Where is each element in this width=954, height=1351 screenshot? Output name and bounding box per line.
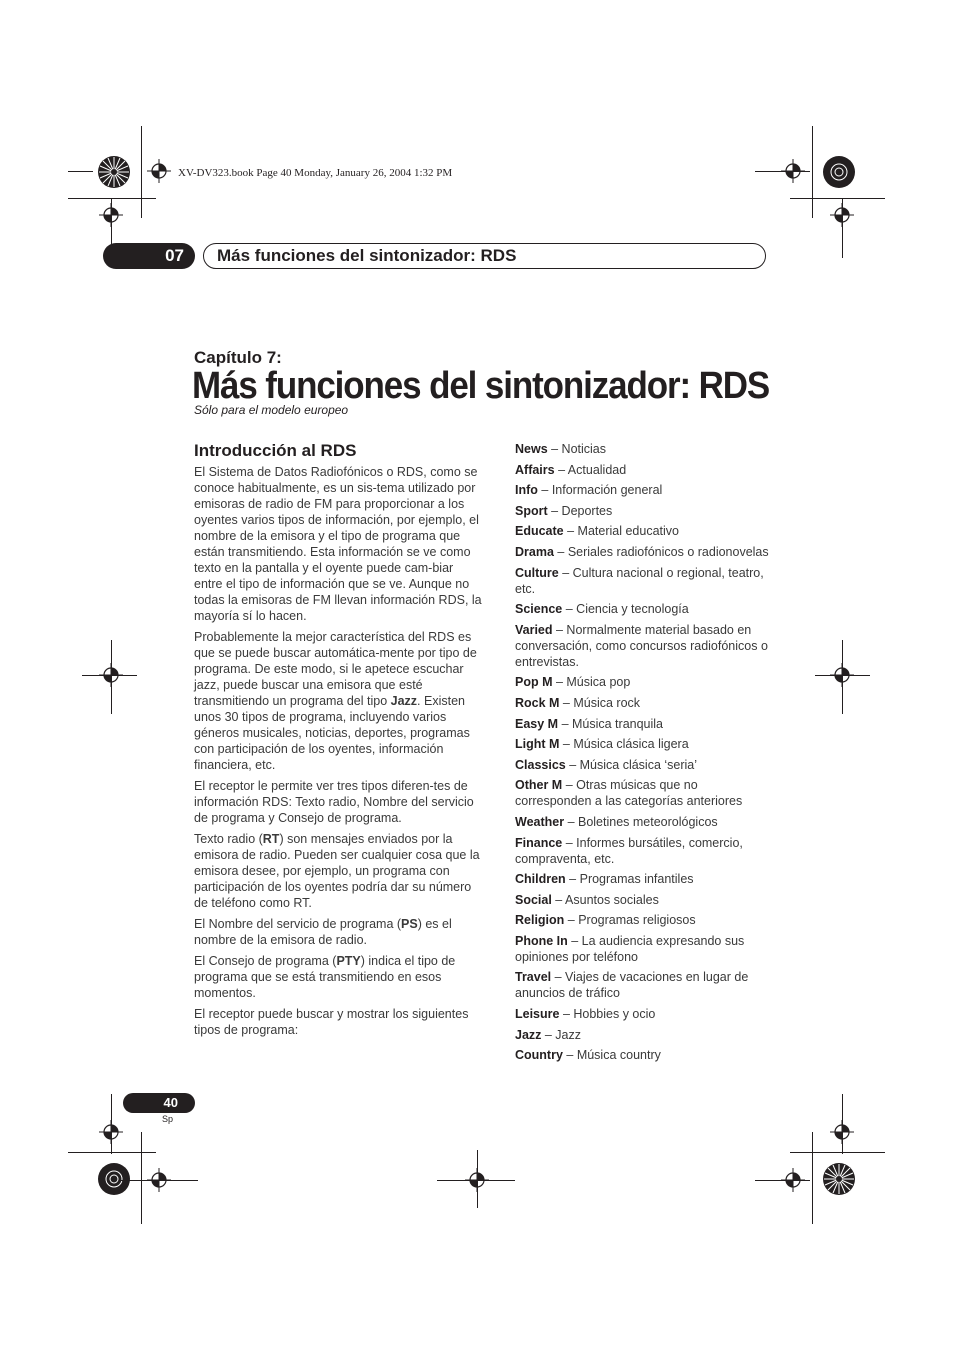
program-type-description: – La audiencia expresando sus opiniones por teléfono xyxy=(515,933,745,964)
paragraph-text: Probablemente la mejor característica del RDS es que se puede buscar automática-mente por tipo de programa. De este modo, si le apetece escuchar jazz, puede buscar una emisora que esté transmitiendo un programa del tipo xyxy=(194,630,477,708)
program-type-description: – Información general xyxy=(537,483,663,498)
bold-term: PS xyxy=(401,917,418,931)
starburst-mark-icon xyxy=(822,1162,856,1196)
program-type-list xyxy=(515,441,775,1068)
program-type-item xyxy=(515,892,775,908)
chapter-number-badge: 07 xyxy=(103,243,195,269)
program-type-name: Sport xyxy=(515,503,548,518)
program-type-item xyxy=(515,695,775,711)
program-type-name: Children xyxy=(515,872,566,887)
paragraph-text: El Nombre del servicio de programa ( xyxy=(194,917,402,931)
chapter-label: Capítulo 7: xyxy=(194,348,282,367)
crosshair-mark-icon xyxy=(830,1120,854,1144)
program-type-item xyxy=(515,462,775,478)
program-type-name: Science xyxy=(515,602,563,617)
paragraph-text: ) son mensajes enviados por la emisora de radio. Pueden ser cualquier cosa que la emisora desee, por ejemplo, un programa con participación de los oyentes podría dar su número de teléfono como RT. xyxy=(194,832,480,910)
bold-term: PTY xyxy=(336,954,361,968)
program-type-item xyxy=(515,523,775,539)
program-type-item xyxy=(515,441,775,457)
body-paragraph xyxy=(194,778,484,826)
program-type-item xyxy=(515,565,775,597)
program-type-description: – Música tranquila xyxy=(558,716,664,731)
program-type-item xyxy=(515,777,775,809)
paragraph-text: El receptor le permite ver tres tipos diferen-tes de información RDS: Texto radio, Nombre del servicio de programa y Consejo de programa. xyxy=(194,779,474,825)
program-type-description: – Boletines meteorológicos xyxy=(564,814,718,829)
program-type-name: Religion xyxy=(515,913,565,928)
program-type-description: – Hobbies y ocio xyxy=(559,1007,656,1022)
bold-term: Jazz xyxy=(390,694,418,708)
program-type-name: Culture xyxy=(515,565,559,580)
program-type-item xyxy=(515,482,775,498)
program-type-name: Affairs xyxy=(515,462,555,477)
program-type-description: – Programas infantiles xyxy=(565,872,694,887)
crosshair-mark-icon xyxy=(830,203,854,227)
program-type-item xyxy=(515,736,775,752)
program-type-item xyxy=(515,969,775,1001)
program-type-description: – Música clásica ‘seria’ xyxy=(565,757,698,772)
print-header: XV-DV323.book Page 40 Monday, January 26, 2004 1:32 PM xyxy=(178,167,453,179)
program-type-description: – Asuntos sociales xyxy=(551,892,659,907)
crosshair-mark-icon xyxy=(99,1120,123,1144)
program-type-item xyxy=(515,757,775,773)
program-type-description: – Normalmente material basado en conversación, como concursos radiofónicos o entrevistas. xyxy=(515,622,768,669)
body-paragraph xyxy=(194,831,484,911)
program-type-description: – Programas religiosos xyxy=(564,913,696,928)
chapter-title: Más funciones del sintonizador: RDS xyxy=(192,365,770,407)
program-type-name: Rock M xyxy=(515,695,560,710)
running-header-title: Más funciones del sintonizador: RDS xyxy=(203,243,766,269)
crosshair-mark-icon xyxy=(781,1168,805,1192)
program-type-name: Phone In xyxy=(515,933,568,948)
paragraph-text: Texto radio ( xyxy=(194,832,263,846)
program-type-description: – Música rock xyxy=(559,695,641,710)
program-type-description: – Viajes de vacaciones en lugar de anuncios de tráfico xyxy=(515,970,749,1001)
program-type-description: – Material educativo xyxy=(563,524,679,539)
paragraph-text: El Consejo de programa ( xyxy=(194,954,337,968)
program-type-item xyxy=(515,835,775,867)
program-type-name: Leisure xyxy=(515,1007,560,1022)
starburst-mark-icon xyxy=(97,1162,131,1196)
program-type-name: Varied xyxy=(515,622,553,637)
program-type-item xyxy=(515,933,775,965)
program-type-description: – Ciencia y tecnología xyxy=(562,602,689,617)
program-type-description: – Jazz xyxy=(541,1027,582,1042)
program-type-item xyxy=(515,1047,775,1063)
program-type-item xyxy=(515,601,775,617)
page-language: Sp xyxy=(162,1114,174,1124)
program-type-description: – Música clásica ligera xyxy=(559,737,689,752)
body-paragraph xyxy=(194,464,484,624)
crosshair-mark-icon xyxy=(147,159,171,183)
bold-term: RT xyxy=(262,832,280,846)
crosshair-mark-icon xyxy=(99,203,123,227)
program-type-name: Classics xyxy=(515,757,566,772)
program-type-description: – Informes bursátiles, comercio, compraventa, etc. xyxy=(515,835,743,866)
paragraph-text: El Sistema de Datos Radiofónicos o RDS, como se conoce habitualmente, es un sis-tema utilizado por emisoras de radio de FM para proporcionar a los oyentes varios tipos de información, por ejemplo, el nombre de la emisora y el tipo de programa que están transmitiendo. Esta información se ve como texto en la pantalla y el oyente puede cam-biar entre el tipo de información que se ve. Aunque no todas la emisoras de FM llevan información RDS, la mayoría sí lo hacen. xyxy=(194,465,482,623)
program-type-item xyxy=(515,871,775,887)
program-type-item xyxy=(515,716,775,732)
program-type-name: Light M xyxy=(515,737,560,752)
program-type-name: Pop M xyxy=(515,675,553,690)
program-type-item xyxy=(515,814,775,830)
program-type-name: Weather xyxy=(515,814,565,829)
paragraph-text: . Existen unos 30 tipos de programa, incluyendo varios géneros musicales, noticias, deportes, programas con participación de los oyentes, información financiera, etc. xyxy=(194,694,470,772)
program-type-item xyxy=(515,1006,775,1022)
program-type-description: – Noticias xyxy=(547,442,607,456)
program-type-description: – Seriales radiofónicos o radionovelas xyxy=(553,544,769,559)
program-type-item xyxy=(515,912,775,928)
program-type-name: Social xyxy=(515,892,552,907)
section-title: Introducción al RDS xyxy=(194,441,357,460)
program-type-name: News xyxy=(515,442,548,456)
program-type-name: Other M xyxy=(515,778,563,793)
body-paragraph xyxy=(194,1006,484,1038)
program-type-description: – Deportes xyxy=(547,503,613,518)
program-type-description: – Música country xyxy=(562,1048,661,1063)
program-type-name: Educate xyxy=(515,524,564,539)
body-paragraph xyxy=(194,953,484,1001)
program-type-name: Country xyxy=(515,1048,563,1063)
crosshair-mark-icon xyxy=(781,159,805,183)
program-type-name: Easy M xyxy=(515,716,559,731)
program-type-name: Drama xyxy=(515,544,554,559)
intro-text-column xyxy=(194,464,484,1043)
paragraph-text: El receptor puede buscar y mostrar los siguientes tipos de programa: xyxy=(194,1007,469,1037)
program-type-name: Info xyxy=(515,483,538,498)
paragraph-text: ) indica el tipo de programa que se está transmitiendo en esos momentos. xyxy=(194,954,456,1000)
program-type-item xyxy=(515,1027,775,1043)
program-type-name: Travel xyxy=(515,970,552,985)
paragraph-text: ) es el nombre de la emisora de radio. xyxy=(194,917,452,947)
program-type-description: – Actualidad xyxy=(554,462,627,477)
program-type-description: – Cultura nacional o regional, teatro, etc. xyxy=(515,565,764,596)
program-type-item xyxy=(515,674,775,690)
page-number-badge: 40 xyxy=(123,1093,195,1113)
program-type-name: Finance xyxy=(515,835,563,850)
program-type-item xyxy=(515,622,775,670)
program-type-item xyxy=(515,503,775,519)
program-type-name: Jazz xyxy=(515,1027,542,1042)
program-type-description: – Otras músicas que no corresponden a las categorías anteriores xyxy=(515,778,743,809)
body-paragraph xyxy=(194,629,484,773)
starburst-mark-icon xyxy=(97,155,131,189)
program-type-item xyxy=(515,544,775,560)
model-note: Sólo para el modelo europeo xyxy=(194,403,349,417)
program-type-description: – Música pop xyxy=(552,675,631,690)
starburst-mark-icon xyxy=(822,155,856,189)
body-paragraph xyxy=(194,916,484,948)
